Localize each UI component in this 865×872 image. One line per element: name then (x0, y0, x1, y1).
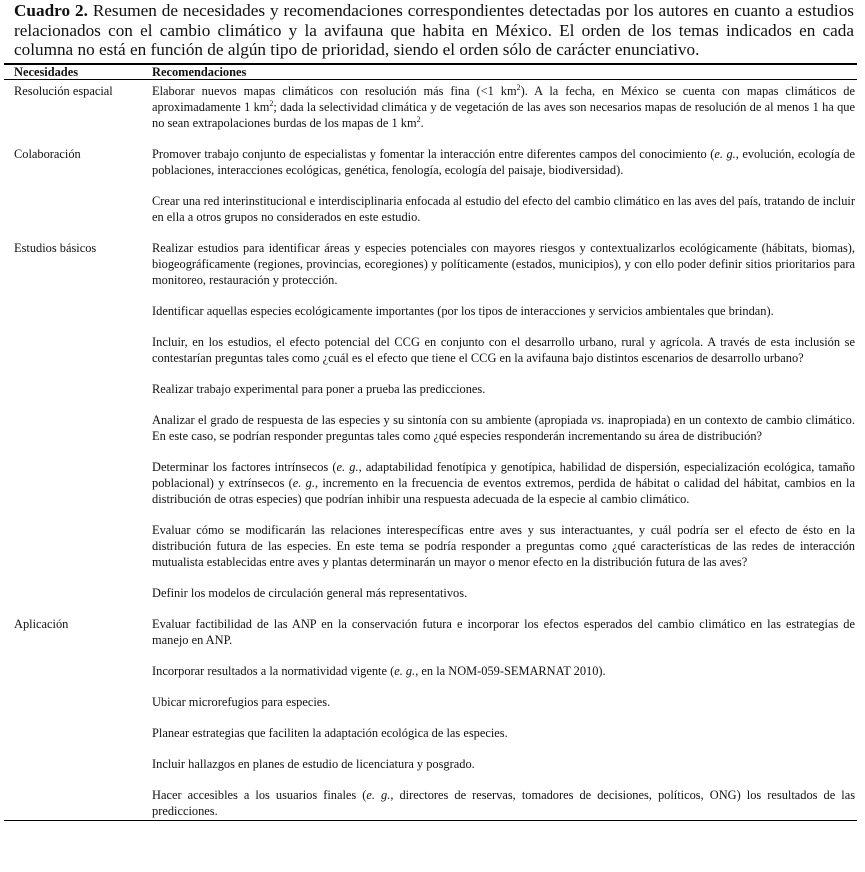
recommendation-paragraph (152, 585, 855, 601)
text-segment: Incluir, en los estudios, el efecto potencial del CCG en conjunto con el desarrollo urbano, rural y agrícola. A través de esta inclusión se contestarían preguntas tales como ¿cuál es el efecto que tiene el CCG en la avifauna bajo distintos escenarios de desarrollo urbano? (152, 335, 855, 365)
recommendation-paragraph (152, 412, 855, 444)
text-segment: Evaluar factibilidad de las ANP en la conservación futura e incorporar los efectos esperados del cambio climático en las estrategias de manejo en ANP. (152, 617, 855, 647)
recommendation-paragraph (152, 193, 855, 225)
superscript: 2 (269, 98, 274, 108)
header-needs: Necesidades (4, 64, 142, 80)
recommendation-paragraph (152, 522, 855, 570)
caption-text: Resumen de necesidades y recomendaciones correspondientes detectadas por los autores en cuanto a estudios relacionados con el cambio climático y la avifauna que habita en México. El orden de los temas indicados en cada columna no está en función de algún tipo de prioridad, siendo el orden sólo de carácter enunciativo. (14, 1, 854, 59)
need-cell: Aplicación (4, 613, 142, 821)
recommendation-paragraph (152, 146, 855, 178)
text-segment: . (420, 116, 424, 130)
text-segment: Planear estrategias que faciliten la adaptación ecológica de las especies. (152, 726, 508, 740)
text-segment: Analizar el grado de respuesta de las especies y su sintonía con su ambiente (apropiada (152, 413, 592, 427)
italic-text: e. g. (292, 476, 315, 490)
text-segment: , incremento en la frecuencia de eventos extremos, perdida de hábitat o calidad del hábitat, cambios en la distribución de otras especies) que podrían inhibir una respuesta adecuada de la especie al cambio climático. (152, 476, 855, 506)
text-segment: Hacer accesibles a los usuarios finales ( (152, 788, 367, 802)
text-segment: Evaluar cómo se modificarán las relaciones interespecíficas entre aves y sus interactuantes, y cuál podría ser el efecto de ésto en la distribución futura de las especies. En este tema se podría responder a preguntas como ¿qué características de las redes de interacción mutualista establecidas entre aves y plantas determinarán un mayor o menor efecto en la distribución futura de las aves? (152, 523, 855, 569)
table-caption (14, 1, 854, 60)
recommendation-paragraph (152, 303, 855, 319)
recommendations-cell (142, 143, 857, 237)
table-row (4, 613, 857, 821)
recommendation-paragraph (152, 459, 855, 507)
needs-recommendations-table (4, 63, 857, 821)
text-segment: Realizar trabajo experimental para poner a prueba las predicciones. (152, 382, 486, 396)
text-segment: ; dada la selectividad climática y de vegetación de las aves son necesarios mapas de resolución de al menos 1 ha que no sean extrapolaciones burdas de los mapas de 1 km (152, 100, 855, 130)
text-segment: Definir los modelos de circulación general más representativos. (152, 586, 468, 600)
italic-text: e. g. (336, 460, 359, 474)
recommendations-cell (142, 237, 857, 613)
italic-text: vs. (591, 413, 605, 427)
recommendation-paragraph (152, 240, 855, 288)
recommendation-paragraph (152, 334, 855, 366)
need-cell: Estudios básicos (14, 241, 97, 255)
recommendation-paragraph (152, 787, 855, 819)
text-segment: , adaptabilidad fenotípica y genotípica, habilidad de dispersión, especialización ecológica, tamaño poblacional) y extrínsecos ( (152, 460, 855, 490)
header-recommendations: Recomendaciones (142, 64, 857, 80)
recommendation-paragraph (152, 381, 855, 397)
recommendation-paragraph (152, 694, 855, 710)
recommendation-paragraph (152, 663, 855, 679)
table-row (4, 143, 857, 237)
text-segment: en la NOM-059-SEMARNAT 2010). (418, 664, 606, 678)
text-segment: inapropiada) en un contexto de cambio climático. En este caso, se podrían responder preguntas tales como ¿qué especies responderán incrementando su área de distribución? (152, 413, 855, 443)
text-segment: Determinar los factores intrínsecos ( (152, 460, 337, 474)
text-segment: Elaborar nuevos mapas climáticos con resolución más fina (<1 km (152, 84, 517, 98)
italic-text: e. g., (394, 664, 419, 678)
need-cell: Resolución espacial (14, 84, 113, 98)
table-body (4, 80, 857, 821)
text-segment: directores de reservas, tomadores de decisiones, políticos, ONG) los resultados de las predicciones. (152, 788, 856, 818)
table-row (4, 237, 857, 613)
table-row (4, 80, 857, 144)
text-segment: Identificar aquellas especies ecológicamente importantes (por los tipos de interacciones y servicios ambientales que brindan). (152, 304, 774, 318)
superscript: 2 (416, 114, 421, 124)
recommendation-paragraph (152, 756, 855, 772)
recommendations-cell (142, 80, 857, 144)
need-cell: Colaboración (14, 147, 81, 161)
text-segment: Realizar estudios para identificar áreas y especies potenciales con mayores riesgos y contextualizarlos ecológicamente (hábitats, biomas), biogeográficamente (regiones, provincias, ecoregiones) y políticamente (estados, municipios), y con ello poder definir sitios prioritarios para monitoreo, restauración y protección. (152, 241, 855, 287)
recommendations-cell (142, 613, 857, 821)
table-header-row (4, 64, 857, 80)
caption-label: Cuadro 2. (14, 1, 88, 20)
text-segment: evolución, ecología de poblaciones, interacciones ecológicas, genética, fenología, ecología del paisaje, biodiversidad). (152, 147, 855, 177)
text-segment: Ubicar microrefugios para especies. (152, 695, 331, 709)
recommendation-paragraph (152, 725, 855, 741)
text-segment: Crear una red interinstitucional e interdisciplinaria enfocada al estudio del efecto del cambio climático en las aves del país, tratando de incluir en ella a otros grupos no considerados en este estudio. (152, 194, 855, 224)
superscript: 2 (516, 82, 521, 92)
text-segment: Incluir hallazgos en planes de estudio de licenciatura y posgrado. (152, 757, 475, 771)
recommendation-paragraph (152, 83, 855, 131)
italic-text: e. g., (714, 147, 739, 161)
recommendation-paragraph (152, 616, 855, 648)
italic-text: e. g., (366, 788, 394, 802)
text-segment: ). A la fecha, en México se cuenta con mapas climáticos de aproximadamente 1 km (152, 84, 855, 114)
text-segment: Incorporar resultados a la normatividad vigente ( (152, 664, 395, 678)
text-segment: Promover trabajo conjunto de especialistas y fomentar la interacción entre diferentes campos del conocimiento ( (152, 147, 715, 161)
